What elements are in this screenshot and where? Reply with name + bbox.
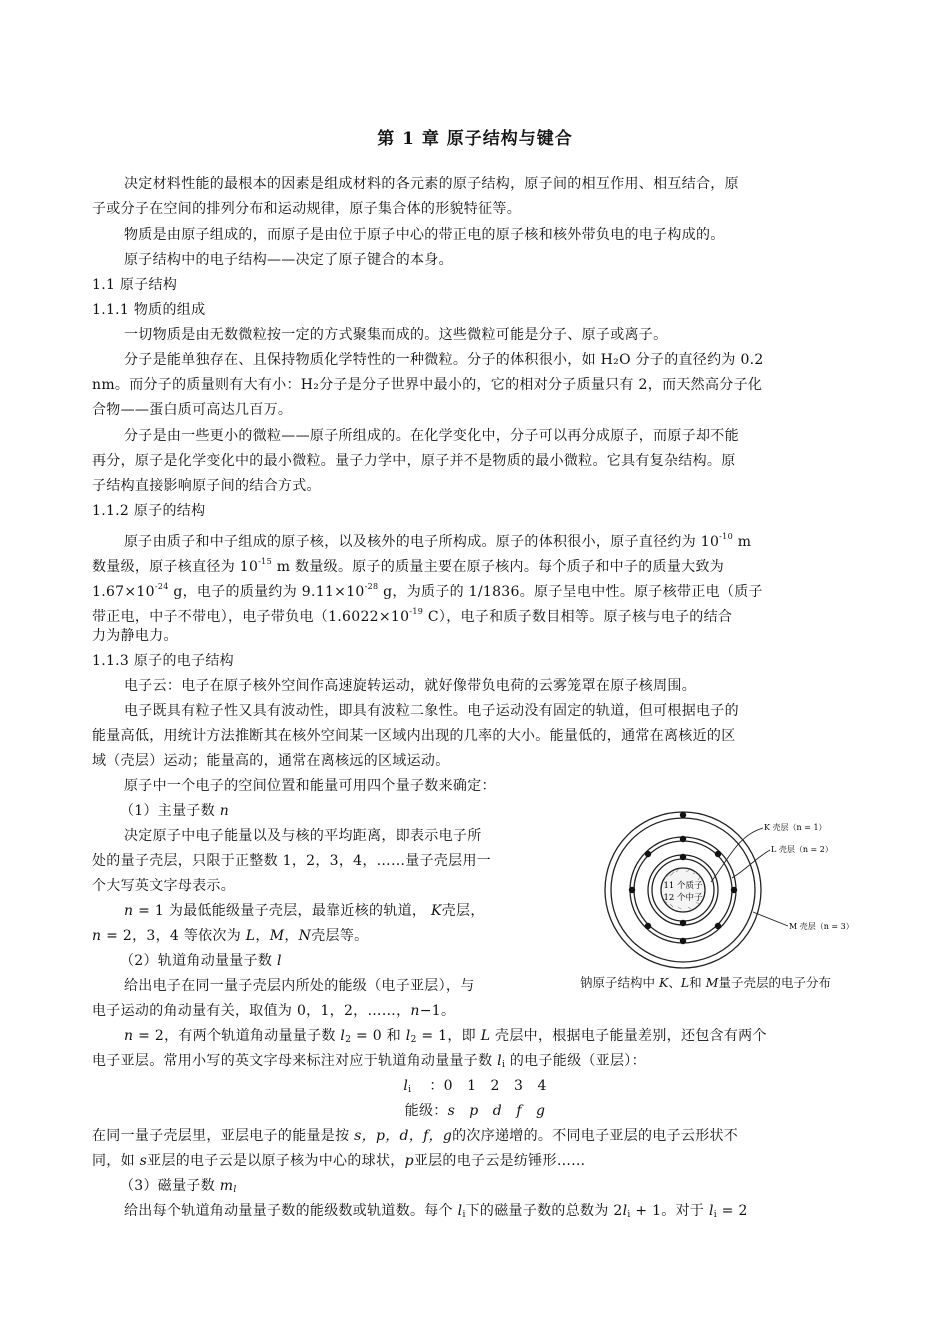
subscript: i (501, 1060, 506, 1070)
paragraph-line: 决定原子中电子能量以及与核的平均距离，即表示电子所 (124, 828, 482, 844)
subsection-heading: 1.1.1 物质的组成 (92, 302, 206, 318)
paragraph-line: 电子既具有粒子性又具有波动性，即具有波粒二象性。电子运动没有固定的轨道，但可根据电子的 (124, 703, 739, 719)
paragraph-line: 处的量子壳层，只限于正整数 1，2，3，4，……量子壳层用一 (92, 853, 492, 869)
nucleus-protons-label: 11 个质子 (663, 881, 703, 891)
text: = 2 (716, 1203, 748, 1219)
symbol: m (219, 1178, 234, 1194)
electron-l3 (731, 887, 737, 893)
subscript: i (408, 1085, 412, 1095)
paragraph-line: 给出电子在同一量子壳层内所处的能级（电子亚层），与 (124, 978, 475, 994)
paragraph-line (92, 999, 858, 1024)
text: m 数量级。原子的质量主要在原子核内。每个质子和中子的质量大致为 (271, 559, 725, 575)
electron-l7 (629, 887, 635, 893)
electron-l6 (645, 923, 651, 929)
electron-m1 (680, 812, 686, 818)
paragraph-line: n = 2，3，4 等依次为 L，M，N壳层等。 (92, 928, 369, 944)
text: （3）磁量子数 (120, 1178, 220, 1194)
text: 在同一量子壳层里，亚层电子的能量是按 (92, 1128, 355, 1144)
figure-caption: 钠原子结构中 K、L和 M量子壳层的电子分布 (580, 975, 831, 990)
text: 原子由质子和中子组成的原子核，以及核外的电子所构成。原子的体积很小，原子直径约为 10 (124, 534, 720, 550)
list-heading (92, 799, 562, 824)
paragraph-line (92, 899, 562, 924)
symbol: n (410, 1003, 420, 1019)
symbol: l (405, 1028, 411, 1044)
text: = 0 和 (351, 1028, 406, 1044)
list-heading (92, 949, 562, 974)
section-heading: 1.1 原子结构 (92, 277, 178, 293)
shell-m-label: M 壳层（n = 3） (789, 922, 854, 931)
text: + 1。对于 (630, 1203, 709, 1219)
levels-table-row (92, 1099, 858, 1124)
level-letters: s p d f g (447, 1103, 546, 1119)
text: = 2，有两个轨道角动量量子数 (133, 1028, 341, 1044)
symbol: M (269, 928, 285, 944)
electron-l1 (680, 836, 686, 842)
superscript: -15 (258, 557, 272, 566)
paragraph-line: 分子是能单独存在、且保持物质化学特性的一种微粒。分子的体积很小，如 H₂O 分子的直径约为 0.2 (124, 352, 764, 368)
superscript: -19 (409, 607, 424, 616)
text: 量子壳层的电子分布 (718, 975, 831, 990)
sodium-atom-figure (598, 800, 858, 980)
subscript: i (627, 1210, 631, 1220)
superscript: -24 (154, 582, 169, 591)
subsection-heading: 1.1.2 原子的结构 (92, 503, 206, 519)
chapter-title: 第 1 章 原子结构与键合 (377, 129, 573, 149)
symbol: N (298, 928, 312, 944)
text: 电子亚层。常用小写的英文字母来标注对应于轨道角动量量子数 (92, 1053, 498, 1069)
subscript: l (233, 1185, 237, 1195)
shell-l-label: L 壳层（n = 2） (771, 845, 833, 854)
text: 的电子能级（亚层）： (505, 1053, 646, 1069)
paragraph-line: 决定材料性能的最根本的因素是组成材料的各元素的原子结构，原子间的相互作用、相互结合，原 (124, 176, 739, 192)
text: = 1，即 (416, 1028, 481, 1044)
symbol: l (622, 1203, 628, 1219)
text: 电子运动的角动量有关，取值为 0，1，2，……， (92, 1003, 411, 1019)
subscript: i (462, 1210, 466, 1220)
text: 钠原子结构中 (580, 975, 659, 990)
text: 给出每个轨道角动量量子数的能级数或轨道数。每个 (124, 1203, 458, 1219)
text: C），电子和质子数目相等。原子核与电子的结合 (423, 609, 733, 625)
text: 的次序递增的。不同电子亚层的电子云形状不 (452, 1128, 739, 1144)
text: g，为质子的 1/1836。原子呈电中性。原子核带正电（质子 (378, 584, 763, 600)
electron-l4 (715, 923, 721, 929)
text: 1.67×10 (92, 584, 155, 600)
symbol: n (92, 928, 102, 944)
paragraph-line: 一切物质是由无数微粒按一定的方式聚集而成的。这些微粒可能是分子、原子或离子。 (124, 327, 668, 343)
subscript: 2 (410, 1035, 417, 1045)
symbol: l (276, 953, 282, 969)
paragraph-line: 物质是由原子组成的，而原子是由位于原子中心的带正电的原子核和核外带负电的电子构成的。 (124, 227, 725, 243)
text: g，电子的质量约为 9.11×10 (168, 584, 365, 600)
symbol: K (430, 903, 442, 919)
paragraph-line: 域（壳层）运动；能量高的，通常在离核远的区域运动。 (92, 753, 450, 769)
text: 数量级，原子核直径为 10 (92, 559, 259, 575)
superscript: -10 (719, 532, 733, 541)
text: −1。 (419, 1003, 456, 1019)
shell-k-label: K 壳层（n = 1） (764, 823, 827, 832)
symbol: l (708, 1203, 714, 1219)
paragraph-line (92, 1149, 858, 1174)
l-values: ：0 1 2 3 4 (429, 1078, 547, 1094)
text: 下的磁量子数的总数为 2 (465, 1203, 623, 1219)
text: 壳层中，根据电子能量差别，还包含有两个 (490, 1028, 767, 1044)
text: = 1 为最低能级量子壳层，最靠近核的轨道， (133, 903, 431, 919)
symbol: s (139, 1153, 148, 1169)
text: 壳层， (441, 903, 485, 919)
symbol: L (680, 975, 690, 990)
leader-l (732, 850, 770, 878)
symbol: l (340, 1028, 346, 1044)
electron-l8 (645, 851, 651, 857)
text: 能级： (404, 1103, 448, 1119)
electron-k2 (680, 920, 686, 926)
leader-m (753, 912, 788, 926)
paragraph-line (92, 1199, 858, 1228)
paragraph-line: 子结构直接影响原子间的结合方式。 (92, 478, 321, 494)
text: 亚层的电子云是纺锤形…… (413, 1153, 586, 1169)
subscript: i (713, 1210, 717, 1220)
electron-l2 (715, 851, 721, 857)
symbol: M (705, 975, 719, 990)
text: 带正电，中子不带电），电子带负电（1.6022×10 (92, 609, 410, 625)
paragraph-line: 子或分子在空间的排列分布和运动规律，原子集合体的形貌特征等。 (92, 201, 521, 217)
text: 同，如 (92, 1153, 140, 1169)
symbol: l (457, 1203, 463, 1219)
paragraph-line: nm。而分子的质量则有大有小：H₂分子是分子世界中最小的，它的相对分子质量只有 2，而天然高分子化 (92, 377, 763, 393)
symbol: n (124, 903, 134, 919)
symbol: L (245, 928, 256, 944)
paragraph-line: 原子中一个电子的空间位置和能量可用四个量子数来确定： (124, 778, 496, 794)
paragraph-line: 能量高低，用统计方法推断其在核外空间某一区域内出现的几率的大小。能量低的，通常在离核近的区 (92, 728, 736, 744)
paragraph-line: 原子结构中的电子结构——决定了原子键合的本身。 (124, 252, 453, 268)
symbol: n (219, 803, 230, 819)
text: 壳层等。 (311, 928, 369, 944)
paragraph-line: 力为静电力。 (92, 628, 178, 644)
symbol: l (403, 1078, 409, 1094)
text: = 2，3，4 等依次为 (101, 928, 246, 944)
paragraph-line (92, 1124, 858, 1149)
symbol: s，p，d，f，g (354, 1128, 453, 1144)
text: （2）轨道角动量量子数 (120, 953, 277, 969)
paragraph-line: 合物——蛋白质可高达几百万。 (92, 402, 293, 418)
nucleus-neutrons-label: 12 个中子 (663, 893, 703, 903)
electron-k1 (680, 854, 686, 860)
symbol: p (404, 1153, 414, 1169)
symbol: K (658, 975, 669, 990)
text: （1）主量子数 (120, 803, 220, 819)
text: m (732, 534, 752, 550)
symbol: n (124, 1028, 134, 1044)
subsection-heading: 1.1.3 原子的电子结构 (92, 653, 234, 669)
subscript: 2 (345, 1035, 352, 1045)
electron-l5 (680, 938, 686, 944)
paragraph-line: 个大写英文字母表示。 (92, 878, 235, 894)
superscript: -28 (364, 582, 379, 591)
symbol: l (497, 1053, 502, 1069)
symbol: L (480, 1028, 491, 1044)
paragraph-line: 再分，原子是化学变化中的最小微粒。量子力学中，原子并不是物质的最小微粒。它具有复杂结构。原 (92, 453, 736, 469)
paragraph-line: 电子云：电子在原子核外空间作高速旋转运动，就好像带负电荷的云雾笼罩在原子核周围。 (124, 678, 696, 694)
text: 亚层的电子云是以原子核为中心的球状， (147, 1153, 405, 1169)
paragraph-line: 分子是由一些更小的微粒——原子所组成的。在化学变化中，分子可以再分成原子，而原子却不能 (124, 428, 739, 444)
